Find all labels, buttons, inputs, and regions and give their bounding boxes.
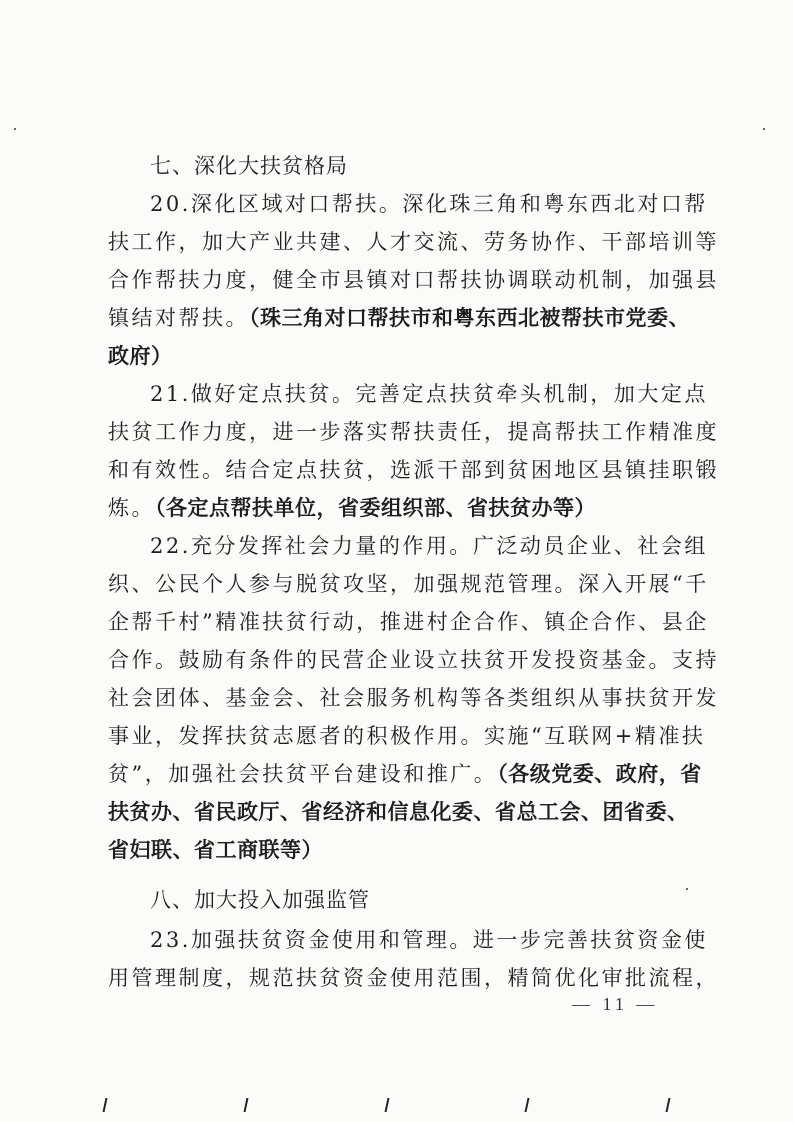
p22-line-7-text: 贫”，加强社会扶贫平台建设和推广。 (108, 762, 498, 786)
scan-speck (763, 128, 765, 130)
p22-line-5: 社会团体、基金会、社会服务机构等各类组织从事扶贫开发 (108, 686, 719, 710)
p20-responsible-units: （珠三角对口帮扶市和粤东西北被帮扶市党委、 (249, 306, 690, 330)
binding-mark (385, 1098, 390, 1112)
p20-line-4 (108, 300, 690, 336)
p22-line-6: 事业，发挥扶贫志愿者的积极作用。实施“互联网+精准扶 (108, 724, 706, 748)
p23-line-1: 23.加强扶贫资金使用和管理。进一步完善扶贫资金使 (150, 928, 708, 952)
section-heading-8: 八、加大投入加强监管 (150, 888, 370, 912)
binding-mark (103, 1098, 108, 1112)
p22-responsible-units-start: （各级党委、政府，省 (497, 762, 702, 786)
scan-speck (14, 128, 16, 130)
p21-line-4-text: 炼。 (108, 496, 155, 520)
p21-responsible-units: （各定点帮扶单位，省委组织部、省扶贫办等） (155, 496, 596, 520)
p22-line-8: 扶贫办、省民政厅、省经济和信息化委、省总工会、团省委、 (108, 800, 689, 824)
binding-mark (244, 1098, 249, 1112)
binding-mark (666, 1098, 671, 1112)
p22-line-3: 企帮千村”精准扶贫行动，推进村企合作、镇企合作、县企 (108, 610, 709, 634)
p20-line-2: 扶工作，加大产业共建、人才交流、劳务协作、干部培训等 (108, 230, 719, 254)
p20-line-1: 20.深化区域对口帮扶。深化珠三角和粤东西北对口帮 (150, 192, 708, 216)
p22-line-7 (108, 756, 702, 792)
p20-line-5: 政府） (108, 344, 173, 368)
p20-line-4-text: 镇结对帮扶。 (108, 306, 249, 330)
p23-line-2: 用管理制度，规范扶贫资金使用范围，精简优化审批流程， (108, 966, 719, 990)
p21-line-1: 21.做好定点扶贫。完善定点扶贫牵头机制，加大定点 (150, 382, 708, 406)
p22-line-9: 省妇联、省工商联等） (108, 838, 323, 862)
p21-line-3: 和有效性。结合定点扶贫，选派干部到贫困地区县镇挂职锻 (108, 458, 719, 482)
p22-line-1: 22.充分发挥社会力量的作用。广泛动员企业、社会组 (150, 534, 708, 558)
binding-mark (525, 1098, 530, 1112)
p21-line-2: 扶贫工作力度，进一步落实帮扶责任，提高帮扶工作精准度 (108, 420, 719, 444)
section-heading-7: 七、深化大扶贫格局 (150, 154, 348, 178)
scan-speck (686, 888, 688, 890)
page-number: — 11 — (572, 994, 659, 1014)
p22-line-2: 织、公民个人参与脱贫攻坚，加强规范管理。深入开展“千 (108, 572, 709, 596)
p21-line-4 (108, 490, 596, 526)
p22-line-4: 合作。鼓励有条件的民营企业设立扶贫开发投资基金。支持 (108, 648, 719, 672)
p20-line-3: 合作帮扶力度，健全市县镇对口帮扶协调联动机制，加强县 (108, 268, 719, 292)
